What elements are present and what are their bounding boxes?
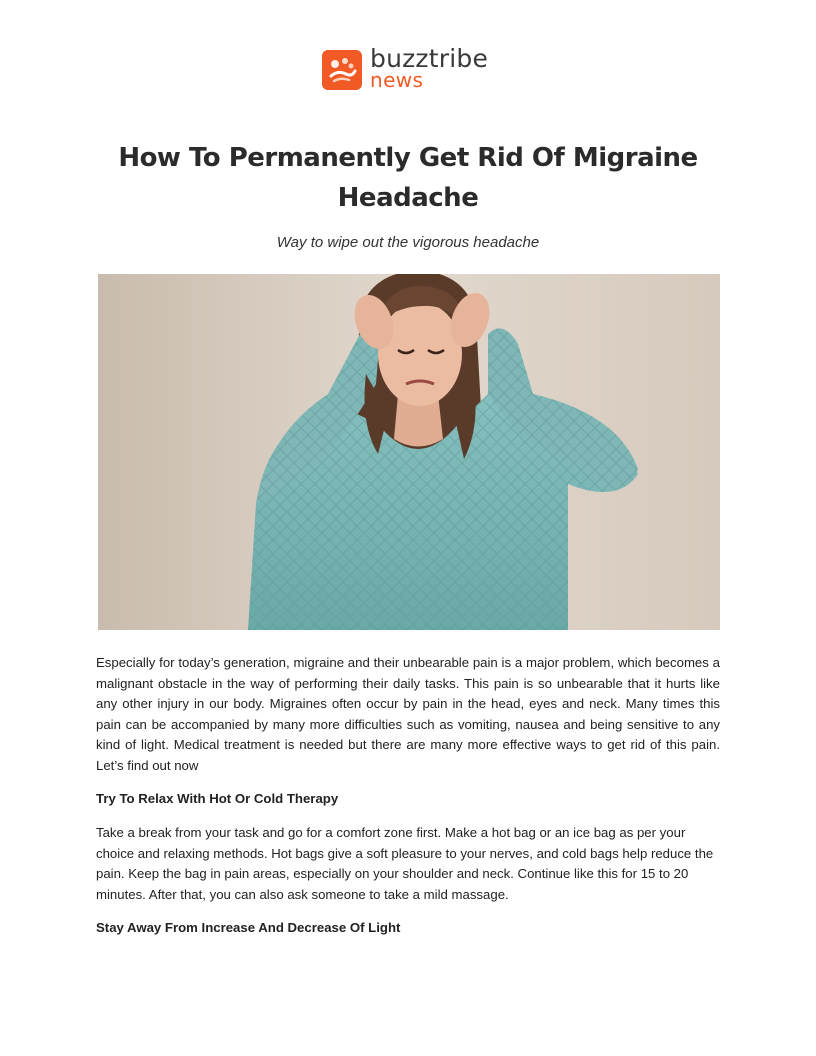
- brand-logo[interactable]: [322, 44, 489, 92]
- article-intro-paragraph: Especially for today’s generation, migraine and their unbearable pain is a major problem, which becomes a malignant obstacle in the way of performing their daily tasks. This pain is so unbearable that it hurts like any other injury in our body. Migraines often occur by pain in the head, eyes and neck. Many times this pain can be accompanied by many more difficulties such as vomiting, nausea and being sensitive to any kind of light. Medical treatment is needed but there are many more effective ways to get rid of this pain. Let’s find out now: [96, 655, 720, 773]
- brand-wordmark: [370, 44, 489, 92]
- article-title: How To Permanently Get Rid Of Migraine Headache: [118, 143, 698, 213]
- section-heading-hot-cold-therapy: Try To Relax With Hot Or Cold Therapy: [96, 791, 339, 806]
- hero-image: [98, 274, 720, 630]
- article-subtitle: Way to wipe out the vigorous headache: [276, 234, 540, 251]
- buzztribe-logo-icon: [322, 50, 362, 90]
- brand-name-top: buzztribe: [370, 44, 489, 73]
- section-paragraph-hot-cold-therapy: Take a break from your task and go for a comfort zone first. Make a hot bag or an ice bag as per your choice and relaxing methods. Hot bags give a soft pleasure to your nerves, and cold bags help reduce the pain. Keep the bag in pain areas, especially on your shoulder and neck. Continue like this for 15 to 20 minutes. After that, you can also ask someone to take a mild massage.: [96, 825, 714, 902]
- brand-name-bottom: news: [370, 68, 424, 92]
- section-heading-light: Stay Away From Increase And Decrease Of Light: [96, 920, 401, 935]
- headache-woman-illustration: [98, 274, 720, 630]
